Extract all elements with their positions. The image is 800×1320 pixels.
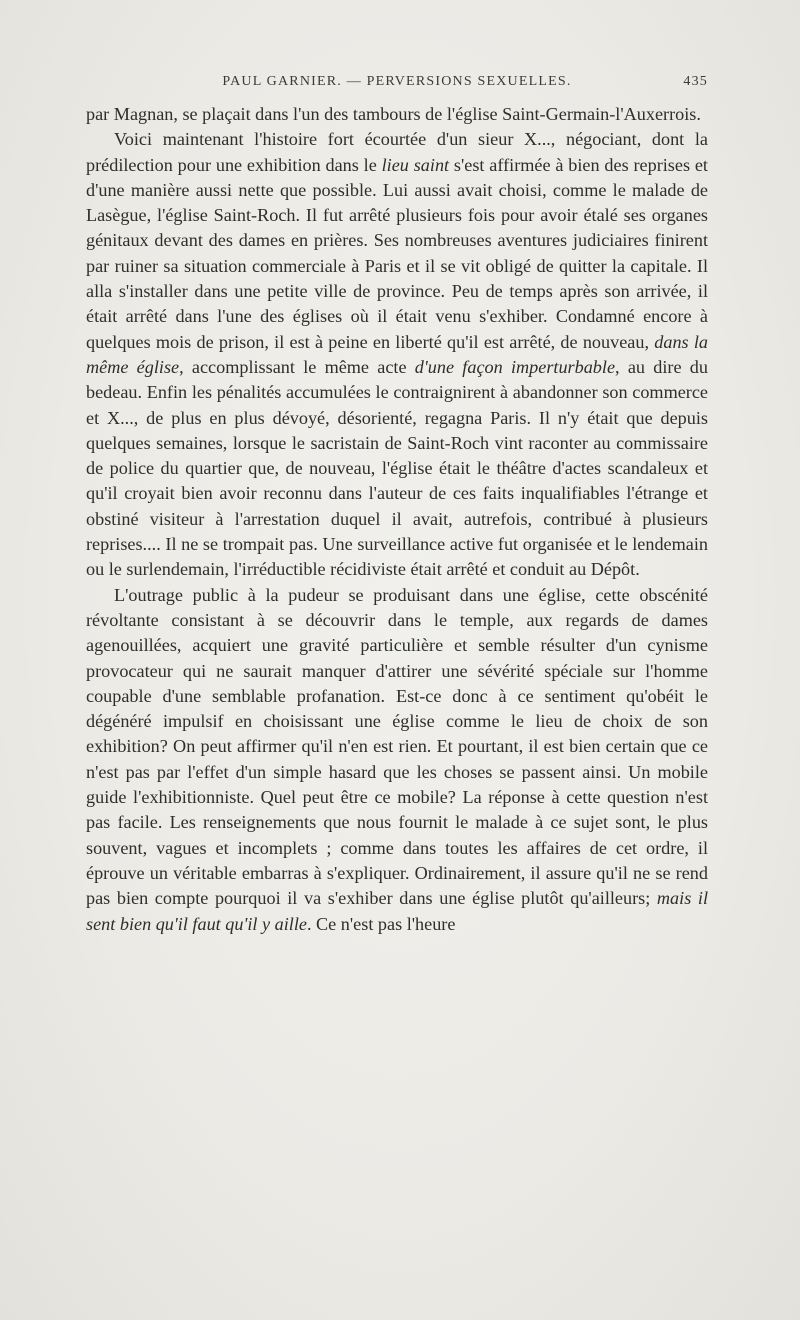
text-run: Voici maintenant l'histoire fort écourtée d'un sieur X..., négociant, dont la prédilection pour une exhibition dans le bbox=[86, 129, 708, 175]
text-run: L'outrage public à la pudeur se produisant dans une église, cette obscénité révoltante consistant à se découvrir dans le temple, aux regards de dames agenouillées, acquiert une gravité particulière et semble résulter d'un cynisme provocateur qui ne saurait manquer d'attirer une sévérité spéciale sur l'homme coupable d'une semblable profanation. Est-ce donc à ce sentiment qu'obéit le dégénéré impulsif en choisissant une église comme le lieu de choix de son exhibition? On peut affirmer qu'il n'en est rien. Et pourtant, il est bien certain que ce n'est pas par l'effet d'un simple hasard que les choses se passent ainsi. Un mobile guide l'exhibitionniste. Quel peut être ce mobile? La réponse à cette question n'est pas facile. Les renseignements que nous fournit le malade à ce sujet sont, le plus souvent, vagues et incomplets ; comme dans toutes les affaires de cet ordre, il éprouve un véritable embarras à s'expliquer. Ordinairement, il assure qu'il ne se rend pas bien compte pourquoi il va s'exhiber dans une église plutôt qu'ailleurs; bbox=[86, 584, 708, 909]
text-run: , au dire du bedeau. Enfin les pénalités accumulées le contraignirent à abandonner son commerce et X..., de plus en plus dévoyé, désorienté, regagna Paris. Il n'y était que depuis quelques semaines, lorsque le sacristain de Saint-Roch vint raconter au commissaire de police du quartier que, de nouveau, l'église était le théâtre d'actes scandaleux et qu'il croyait bien avoir reconnu dans l'auteur de ces faits inqualifiables l'étrange et obstiné visiteur à l'arrestation duquel il avait, autrefois, contribué à plusieurs reprises.... Il ne se trompait pas. Une surveillance active fut organisée et le lendemain ou le surlendemain, l'irréductible récidiviste était arrêté et conduit au Dépôt. bbox=[86, 356, 708, 580]
italic-text: dans la même église bbox=[86, 331, 708, 377]
page-number: 435 bbox=[683, 74, 708, 89]
text-run: . Ce n'est pas l'heure bbox=[306, 913, 456, 934]
body-text bbox=[86, 102, 708, 937]
paragraph bbox=[86, 583, 708, 937]
italic-text: lieu saint bbox=[381, 154, 450, 175]
italic-text: d'une façon imperturbable bbox=[414, 356, 616, 377]
text-run: s'est affirmée à bien des reprises et d'une manière aussi nette que possible. Lui aussi avait choisi, comme le malade de Lasègue, l'église Saint-Roch. Il fut arrêté plusieurs fois pour avoir étalé ses organes génitaux devant des dames en prières. Ses nombreuses aventures judiciaires finirent par ruiner sa situation commerciale à Paris et il se vit obligé de quitter la capitale. Il alla s'installer dans une petite ville de province. Peu de temps après son arrivée, il était arrêté dans l'une des églises où il était venu s'exhiber. Condamné encore à quelques mois de prison, il est à peine en liberté qu'il est arrêté, de nouveau, bbox=[86, 154, 708, 352]
text-run: par Magnan, se plaçait dans l'un des tambours de l'église Saint-Germain-l'Auxerrois. bbox=[86, 104, 701, 124]
italic-text: mais il sent bien qu'il faut qu'il y aille bbox=[86, 888, 709, 934]
running-title: PAUL GARNIER. — PERVERSIONS SEXUELLES. bbox=[222, 74, 572, 89]
paragraph bbox=[86, 127, 708, 582]
paragraph bbox=[86, 102, 708, 127]
running-head bbox=[86, 74, 708, 96]
text-run: , accomplissant le même acte bbox=[179, 356, 415, 377]
